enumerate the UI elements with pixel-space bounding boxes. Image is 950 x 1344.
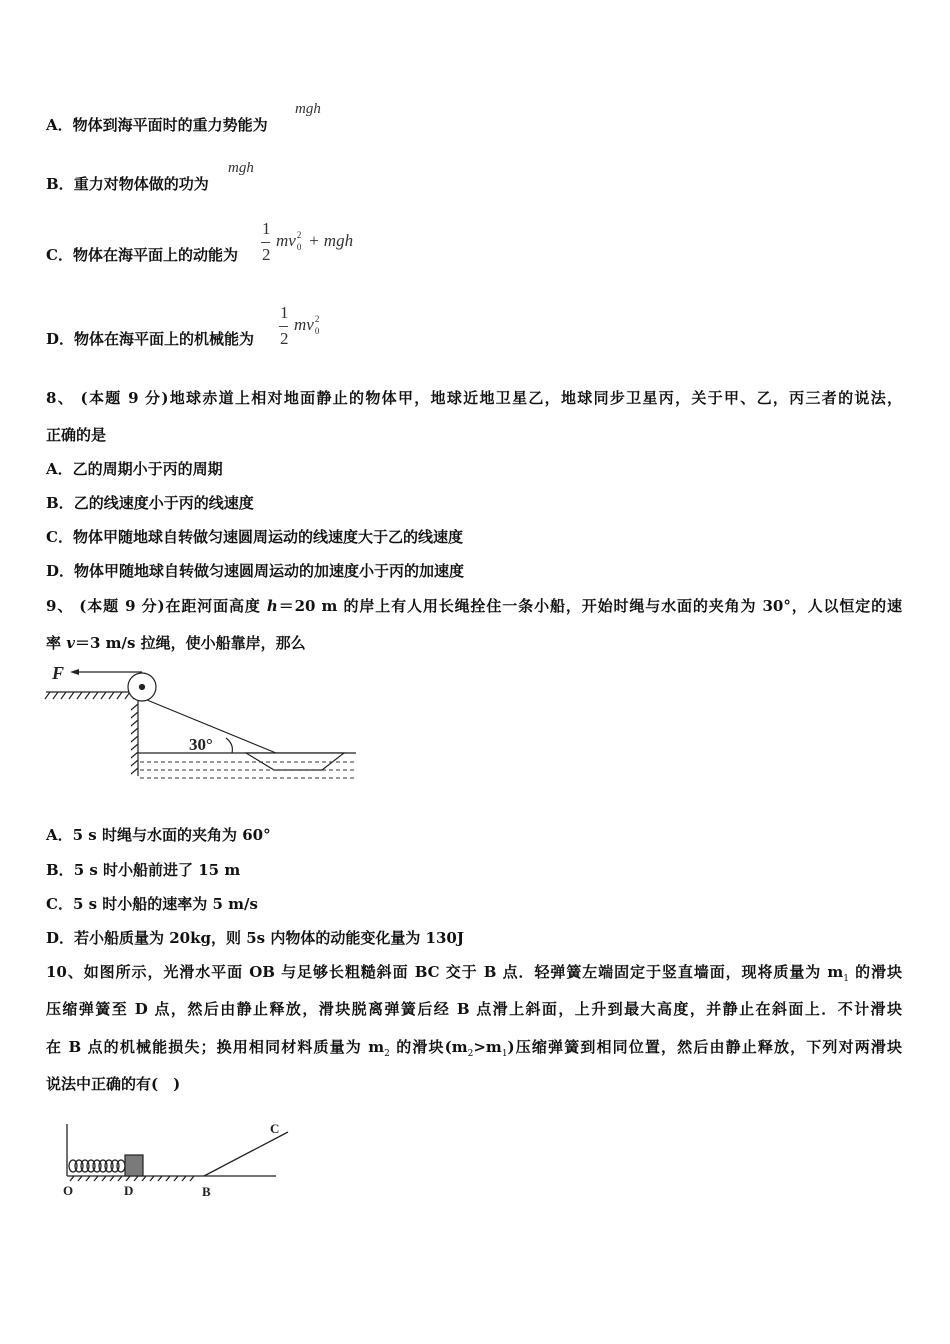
formula-main: mv [276, 231, 296, 250]
force-arrow-icon [70, 669, 79, 675]
formula-main: mv [294, 315, 314, 334]
formula-sup: 2 [314, 314, 320, 324]
q7-d-formula [294, 315, 322, 335]
stem-text: 在 B 点的机械能损失；换用相同材料质量为 m [46, 1038, 385, 1056]
q10-line2: 压缩弹簧至 D 点，然后由静止释放，滑块脱离弹簧后经 B 点滑上斜面，上升到最大高度，并静止在斜面上．不计滑块 [46, 1000, 902, 1018]
option-text: 物体在海平面上的动能为 [72, 246, 238, 264]
q8-option-a [46, 459, 223, 479]
angle-label: 30° [189, 735, 213, 754]
slider-block [125, 1155, 143, 1176]
option-text: 乙的线速度小于丙的线速度 [73, 494, 254, 512]
formula-sup: 2 [296, 230, 302, 240]
q7-c-formula [276, 231, 353, 251]
label-o: O [63, 1183, 74, 1198]
option-text: 乙的周期小于丙的周期 [72, 460, 223, 478]
q9-figure [44, 660, 364, 785]
q8-stem-line1: 8、 (本题 9 分)地球赤道上相对地面静止的物体甲，地球近地卫星乙，地球同步卫星丙，关于甲、乙，丙三者的说法， [46, 389, 902, 407]
q7-d-frac-den: 2 [280, 329, 289, 348]
option-text: 重力对物体做的功为 [73, 175, 209, 193]
q9-stem-line2 [46, 633, 306, 653]
formula-sub: 0 [296, 242, 302, 252]
q9-option-d [46, 928, 464, 948]
option-label: D． [46, 330, 75, 348]
label-d: D [124, 1183, 134, 1198]
q9-option-a [46, 825, 271, 845]
q7-c-frac-bar [261, 242, 270, 243]
stem-text: 10、如图所示，光滑水平面 OB 与足够长粗糙斜面 BC 交于 B 点．轻弹簧左端固定于竖直墙面，现将质量为 m [46, 963, 844, 981]
option-label: C． [46, 528, 73, 546]
option-label: B． [46, 861, 74, 879]
q7-option-b [46, 174, 209, 194]
option-label: C． [46, 246, 73, 264]
option-text: 5 s 时小船的速率为 5 m/s [72, 895, 258, 913]
formula-tail: + mgh [303, 231, 354, 250]
option-text: 5 s 时绳与水面的夹角为 60° [72, 826, 271, 844]
floor-hatch [70, 1176, 194, 1181]
ground-hatch [45, 692, 138, 699]
q9-stem-line1 [46, 596, 902, 616]
q7-option-c [46, 245, 238, 265]
q10-line3 [46, 1037, 902, 1064]
q7-d-frac-num: 1 [280, 303, 289, 322]
formula-sub: 0 [314, 326, 320, 336]
subscript: 2 [384, 1049, 390, 1059]
q10-figure [58, 1118, 298, 1203]
option-label: B． [46, 175, 74, 193]
q7-c-frac-den: 2 [262, 245, 271, 264]
q7-option-a [46, 115, 268, 135]
q7-option-d [46, 329, 254, 349]
stem-text: 9、 (本题 9 分)在距河面高度 [46, 597, 267, 615]
option-label: A． [46, 116, 73, 134]
q8-option-d [46, 561, 464, 581]
option-text: 物体甲随地球自转做匀速圆周运动的线速度大于乙的线速度 [72, 528, 463, 546]
option-text: 若小船质量为 20kg，则 5s 内物体的动能变化量为 130J [74, 929, 464, 947]
option-text: 物体在海平面上的机械能为 [74, 330, 255, 348]
stem-var-v: v [66, 634, 75, 652]
q8-stem-line2: 正确的是 [46, 426, 107, 444]
subscript: 2 [467, 1049, 474, 1059]
stem-text: ＝20 m 的岸上有人用长绳拴住一条小船，开始时绳与水面的夹角为 30°，人以恒定的速 [277, 597, 902, 615]
stem-text: ＝3 m/s 拉绳，使小船靠岸，那么 [74, 634, 306, 652]
q7-d-frac-bar [279, 326, 288, 327]
label-c: C [270, 1121, 280, 1136]
q7-b-formula: mgh [228, 160, 254, 176]
option-text: 物体甲随地球自转做匀速圆周运动的加速度小于丙的加速度 [74, 562, 465, 580]
label-b: B [202, 1184, 211, 1199]
option-label: D． [46, 562, 75, 580]
stem-text: 率 [46, 634, 67, 652]
q9-option-b [46, 860, 240, 880]
q8-option-c [46, 527, 463, 547]
force-label: F [52, 663, 65, 683]
option-label: D． [46, 929, 75, 947]
option-label: A． [46, 460, 73, 478]
q7-c-frac-num: 1 [262, 219, 271, 238]
stem-text: )压缩弹簧到相同位置，然后由静止释放，下列对两滑块 [507, 1038, 902, 1056]
stem-text: 的滑块 [848, 963, 903, 981]
stem-text: 的滑块(m [389, 1038, 468, 1056]
subscript: 1 [501, 1049, 508, 1059]
q7-a-formula: mgh [295, 101, 321, 117]
option-label: A． [46, 826, 73, 844]
wall-hatch [131, 704, 138, 774]
q10-line1 [46, 962, 902, 989]
stem-var-h: h [266, 597, 278, 615]
spring [69, 1160, 125, 1172]
q10-line4: 说法中正确的有( ) [46, 1075, 181, 1093]
stem-text: >m [473, 1038, 502, 1056]
option-label: B． [46, 494, 74, 512]
option-text: 5 s 时小船前进了 15 m [73, 861, 241, 879]
option-text: 物体到海平面时的重力势能为 [72, 116, 268, 134]
q9-option-c [46, 894, 258, 914]
option-label: C． [46, 895, 73, 913]
subscript: 1 [843, 974, 849, 984]
q8-option-b [46, 493, 254, 513]
